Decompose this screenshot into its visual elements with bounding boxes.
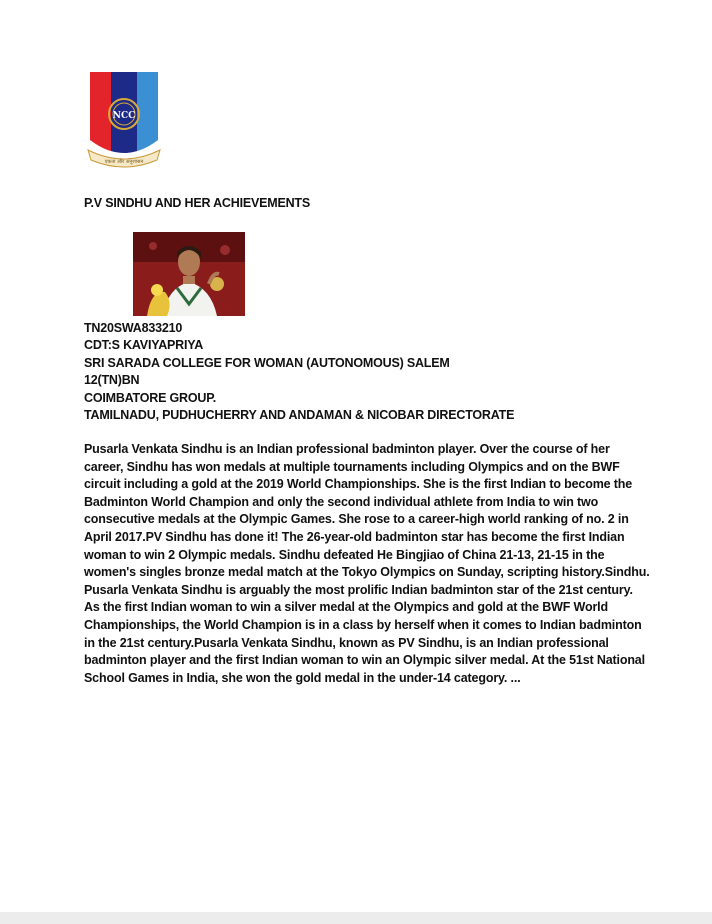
svg-text:NCC: NCC <box>112 111 136 121</box>
cadet-name: CDT:S KAVIYAPRIYA <box>84 338 204 353</box>
cadet-number: TN20SWA833210 <box>84 321 183 335</box>
bottom-edge <box>0 912 712 924</box>
body-paragraph: Pusarla Venkata Sindhu is an Indian professional badminton player. Over the course of her career, Sindhu has won medals at multiple tournaments including Olympics and on the BWF circuit including a gold at the 2019 World Championships. She is the first Indian to become the Badminton World Champion and only the second individual athlete from India to win two consecutive medals at the Olympic Games. She rose to a career-high world ranking of no. 2 in April 2017.PV Sindhu has done it! The 26-year-old badminton star has become the first Indian woman to win 2 Olympic medals. Sindhu defeated He Bingjiao of China 21-13, 21-15 in the women's singles bronze medal match at the Tokyo Olympics on Sunday, scripting history.Sindhu. Pusarla Venkata Sindhu is arguably the most prolific Indian badminton star of the 21st century. As the first Indian woman to win a silver medal at the Olympics and gold at the BWF World Championships, the World Champion is in a class by herself when it comes to Indian badminton in the 21st century.Pusarla Venkata Sindhu, known as PV Sindhu, is an Indian professional badminton player and the first Indian woman to win an Olympic silver medal. At the 51st National School Games in India, she won the gold medal in the under-14 category. ... <box>84 442 650 685</box>
group-name: COIMBATORE GROUP. <box>84 390 217 405</box>
directorate: TAMILNADU, PUDHUCHERRY AND ANDAMAN & NICOBAR DIRECTORATE <box>84 408 515 423</box>
battalion: 12(TN)BN <box>84 373 140 388</box>
ncc-logo <box>84 68 164 172</box>
document-title: P.V SINDHU AND HER ACHIEVEMENTS <box>84 196 311 210</box>
svg-text:एकता और अनुशासन: एकता और अनुशासन <box>104 159 144 165</box>
cadet-details <box>84 320 674 424</box>
athlete-photo <box>133 232 245 316</box>
college-name: SRI SARADA COLLEGE FOR WOMAN (AUTONOMOUS) SALEM <box>84 355 450 370</box>
